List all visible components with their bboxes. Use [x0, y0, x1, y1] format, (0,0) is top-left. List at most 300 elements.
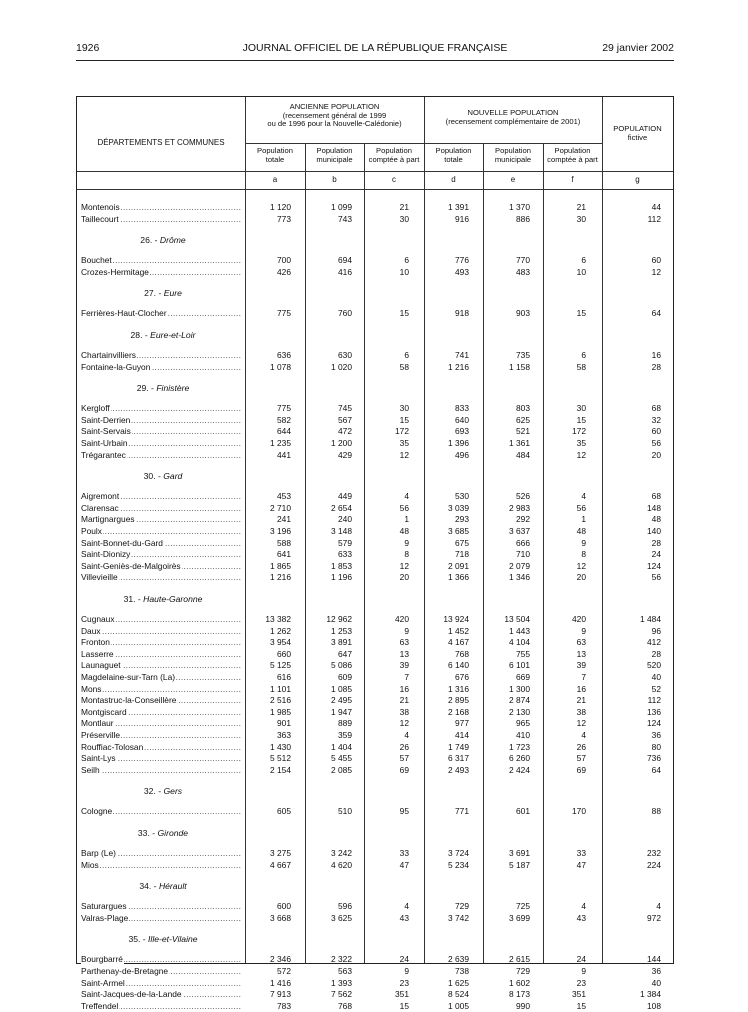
table-row	[77, 978, 675, 989]
cell-a: 453	[277, 491, 291, 502]
col-letter-d: d	[451, 175, 456, 184]
cell-d: 1 316	[448, 683, 469, 694]
commune-name	[81, 765, 241, 776]
cell-f: 351	[572, 989, 586, 1000]
cell-b: 429	[338, 449, 352, 460]
cell-a: 3 668	[270, 912, 291, 923]
cell-e: 1 443	[509, 625, 530, 636]
cell-g: 148	[647, 502, 661, 513]
cell-e: 965	[516, 718, 530, 729]
cell-b: 647	[338, 648, 352, 659]
cell-e: 2 079	[509, 560, 530, 571]
cell-a: 641	[277, 549, 291, 560]
commune-label: Montgiscard	[81, 706, 127, 717]
department-heading	[77, 593, 249, 605]
commune-name	[81, 989, 241, 1000]
cell-d: 776	[455, 255, 469, 266]
cell-c: 21	[399, 695, 409, 706]
commune-name	[81, 503, 241, 514]
cell-a: 3 275	[270, 848, 291, 858]
table-row	[77, 362, 675, 373]
commune-name	[81, 660, 241, 671]
table-row	[77, 415, 675, 426]
commune-name	[81, 549, 241, 560]
cell-f: 6	[581, 350, 586, 360]
cell-b: 743	[338, 213, 352, 224]
cell-f: 12	[576, 449, 586, 460]
commune-label: Cugnaux	[81, 614, 115, 624]
table-row	[77, 614, 675, 625]
commune-label: Clarensac	[81, 502, 119, 513]
commune-label: Saturargues	[81, 901, 127, 912]
cell-g: 40	[651, 977, 661, 988]
commune-name	[81, 614, 241, 625]
cell-b: 2 322	[331, 954, 352, 965]
cell-e: 5 187	[509, 859, 530, 870]
cell-g: 4	[656, 901, 661, 912]
cell-c: 6	[404, 255, 409, 266]
commune-label: Saint-Servais	[81, 426, 131, 437]
journal-title: JOURNAL OFFICIEL DE LA RÉPUBLIQUE FRANÇAISE	[242, 42, 508, 54]
table-row	[77, 660, 675, 671]
commune-label: Crozes-Hermitage	[81, 266, 149, 277]
commune-name	[81, 403, 241, 414]
cell-g: 224	[647, 859, 661, 870]
commune-label: Villevieille	[81, 572, 118, 583]
department-name: Eure	[163, 288, 182, 299]
cell-d: 1 005	[448, 1000, 469, 1011]
cell-d: 8 524	[448, 989, 469, 1000]
cell-a: 1 216	[270, 572, 291, 583]
cell-a: 636	[277, 350, 291, 360]
cell-e: 1 370	[509, 202, 530, 212]
cell-f: 7	[581, 672, 586, 682]
cell-e: 625	[516, 414, 530, 425]
publication-date: 29 janvier 2002	[602, 42, 674, 54]
cell-f: 15	[576, 1000, 586, 1011]
cell-e: 903	[516, 308, 530, 319]
cell-d: 1 366	[448, 572, 469, 583]
cell-e: 1 361	[509, 438, 530, 448]
table-row	[77, 450, 675, 461]
cell-b: 1 253	[331, 625, 352, 636]
commune-label: Taillecourt	[81, 213, 119, 224]
cell-c: 69	[399, 764, 409, 775]
cell-d: 693	[455, 426, 469, 437]
cell-d: 493	[455, 266, 469, 277]
cell-c: 47	[399, 859, 409, 870]
commune-label: Chartainvilliers	[81, 350, 136, 360]
commune-label: Magdelaine-sur-Tarn (La)	[81, 672, 176, 682]
commune-name	[81, 649, 241, 660]
table-row	[77, 954, 675, 965]
cell-e: 710	[516, 549, 530, 560]
department-heading	[77, 880, 249, 892]
cell-d: 2 895	[448, 695, 469, 706]
cell-c: 20	[399, 572, 409, 583]
cell-c: 30	[399, 213, 409, 224]
cell-a: 4 667	[270, 859, 291, 870]
cell-a: 588	[277, 537, 291, 548]
sub-header-municipale: Population municipale	[316, 146, 353, 164]
cell-a: 644	[277, 426, 291, 437]
col-letter-g: g	[635, 175, 640, 184]
cell-b: 694	[338, 255, 352, 266]
commune-name	[81, 730, 241, 741]
cell-f: 69	[576, 764, 586, 775]
table-row	[77, 753, 675, 764]
cell-e: 803	[516, 403, 530, 414]
cell-f: 170	[572, 806, 586, 817]
cell-g: 44	[651, 202, 661, 212]
table-row	[77, 684, 675, 695]
table-row	[77, 438, 675, 449]
cell-c: 15	[399, 414, 409, 425]
commune-label: Saint-Dionizy	[81, 549, 131, 560]
cell-a: 660	[277, 648, 291, 659]
cell-a: 1 235	[270, 438, 291, 448]
table-row	[77, 860, 675, 871]
cell-f: 9	[581, 537, 586, 548]
commune-label: Saint-Bonnet-du-Gard	[81, 537, 163, 548]
cell-b: 416	[338, 266, 352, 277]
cell-c: 39	[399, 660, 409, 671]
cell-g: 28	[651, 361, 661, 372]
commune-label: Montastruc-la-Conseillère	[81, 695, 177, 706]
cell-b: 5 086	[331, 660, 352, 671]
commune-label: Launaguet	[81, 660, 121, 671]
cell-g: 40	[651, 672, 661, 682]
cell-e: 669	[516, 672, 530, 682]
cell-f: 10	[576, 266, 586, 277]
cell-g: 1 384	[640, 989, 661, 1000]
commune-label: Saint-Jacques-de-la-Lande	[81, 989, 182, 1000]
cell-f: 15	[576, 414, 586, 425]
commune-label: Aigremont	[81, 491, 120, 502]
cell-c: 8	[404, 549, 409, 560]
commune-label: Montlaur	[81, 718, 114, 729]
table-row	[77, 626, 675, 637]
cell-f: 26	[576, 741, 586, 752]
table-row	[77, 806, 675, 817]
cell-a: 1 101	[270, 683, 291, 694]
commune-label: Mons	[81, 683, 102, 694]
cell-c: 10	[399, 266, 409, 277]
department-heading	[77, 827, 249, 839]
cell-c: 1	[404, 514, 409, 525]
commune-name	[81, 626, 241, 637]
cell-c: 7	[404, 672, 409, 682]
commune-label: Daux	[81, 625, 101, 636]
cell-f: 6	[581, 255, 586, 266]
commune-name	[81, 684, 241, 695]
cell-b: 768	[338, 1000, 352, 1011]
cell-f: 30	[576, 213, 586, 224]
table-row	[77, 765, 675, 776]
table-row	[77, 526, 675, 537]
cell-e: 1 158	[509, 361, 530, 372]
table-row	[77, 255, 675, 266]
cell-b: 3 148	[331, 526, 352, 536]
cell-g: 972	[647, 912, 661, 923]
commune-label: Kergloff	[81, 403, 110, 414]
cell-d: 6 140	[448, 660, 469, 671]
page-number: 1926	[76, 42, 100, 54]
cell-e: 2 130	[509, 706, 530, 717]
table-row	[77, 989, 675, 1000]
cell-d: 13 924	[443, 614, 469, 624]
cell-d: 729	[455, 901, 469, 912]
department-number: 35. -	[128, 934, 149, 945]
group-header-ancienne: ANCIENNE POPULATION (recensement général de 1999 ou de 1996 pour la Nouvelle-Calédonie)	[267, 102, 402, 128]
cell-g: 68	[651, 403, 661, 414]
cell-g: 28	[651, 648, 661, 659]
cell-f: 39	[576, 660, 586, 671]
cell-f: 23	[576, 977, 586, 988]
cell-c: 38	[399, 706, 409, 717]
commune-name	[81, 202, 241, 213]
cell-e: 3 699	[509, 912, 530, 923]
department-name: Gironde	[157, 828, 189, 838]
cell-d: 1 391	[448, 202, 469, 212]
cell-f: 12	[576, 718, 586, 729]
cell-g: 112	[647, 695, 661, 706]
department-name: Haute-Garonne	[143, 594, 203, 604]
cell-d: 676	[455, 672, 469, 682]
cell-a: 363	[277, 730, 291, 740]
cell-g: 24	[651, 549, 661, 560]
cell-g: 36	[651, 966, 661, 976]
table-row	[77, 649, 675, 660]
cell-g: 12	[651, 266, 661, 277]
cell-a: 7 913	[270, 989, 291, 1000]
cell-a: 5 125	[270, 660, 291, 671]
commune-name	[81, 1001, 241, 1012]
cell-c: 12	[399, 449, 409, 460]
commune-label: Saint-Derrien	[81, 414, 131, 425]
sub-header-part: Population comptée à part	[368, 146, 420, 164]
cell-f: 1	[581, 514, 586, 525]
sub-header-totale: Population totale	[257, 146, 293, 164]
cell-b: 563	[338, 966, 352, 976]
cell-d: 918	[455, 308, 469, 319]
cell-g: 60	[651, 426, 661, 437]
cell-b: 2 495	[331, 695, 352, 706]
cell-f: 4	[581, 491, 586, 502]
cell-c: 4	[404, 901, 409, 912]
col-header-fictive: POPULATION fictive	[613, 124, 662, 142]
commune-label: Martignargues	[81, 514, 135, 525]
cell-b: 889	[338, 718, 352, 729]
cell-e: 1 300	[509, 683, 530, 694]
cell-b: 1 200	[331, 438, 352, 448]
cell-c: 33	[399, 848, 409, 858]
cell-b: 3 625	[331, 912, 352, 923]
cell-e: 1 723	[509, 741, 530, 752]
table-row	[77, 514, 675, 525]
cell-d: 977	[455, 718, 469, 729]
table-body	[77, 97, 675, 1011]
commune-label: Fontaine-la-Guyon	[81, 361, 151, 372]
cell-f: 24	[576, 954, 586, 965]
population-table	[76, 96, 674, 1011]
table-row	[77, 202, 675, 213]
department-name: Gers	[163, 786, 183, 797]
cell-c: 16	[399, 683, 409, 694]
department-heading	[77, 382, 249, 394]
cell-d: 4 167	[448, 637, 469, 648]
commune-label: Lasserre	[81, 648, 114, 659]
cell-a: 773	[277, 213, 291, 224]
cell-d: 530	[455, 491, 469, 502]
commune-name	[81, 637, 241, 648]
department-heading	[77, 933, 249, 945]
department-heading	[77, 287, 249, 299]
commune-name	[81, 848, 241, 859]
commune-name	[81, 978, 241, 989]
commune-name	[81, 426, 241, 437]
cell-d: 1 396	[448, 438, 469, 448]
col-header-communes: DÉPARTEMENTS ET COMMUNES	[97, 138, 225, 147]
cell-f: 57	[576, 753, 586, 764]
cell-g: 64	[651, 764, 661, 775]
cell-b: 579	[338, 537, 352, 548]
cell-c: 9	[404, 625, 409, 636]
table-row	[77, 637, 675, 648]
cell-c: 4	[404, 491, 409, 502]
cell-c: 21	[399, 202, 409, 212]
cell-f: 47	[576, 859, 586, 870]
cell-e: 886	[516, 213, 530, 224]
cell-c: 9	[404, 537, 409, 548]
cell-c: 12	[399, 560, 409, 571]
cell-b: 596	[338, 901, 352, 912]
department-number: 27. -	[144, 288, 164, 299]
cell-b: 1 085	[331, 683, 352, 694]
cell-a: 2 710	[270, 502, 291, 513]
cell-a: 1 262	[270, 625, 291, 636]
cell-d: 2 493	[448, 764, 469, 775]
cell-a: 775	[277, 403, 291, 414]
cell-d: 640	[455, 414, 469, 425]
cell-d: 5 234	[448, 859, 469, 870]
cell-b: 633	[338, 549, 352, 560]
department-number: 30. -	[143, 471, 164, 482]
cell-c: 48	[399, 526, 409, 536]
commune-name	[81, 753, 241, 764]
department-name: Drôme	[159, 235, 186, 246]
cell-c: 35	[399, 438, 409, 448]
department-number: 28. -	[130, 330, 151, 340]
cell-g: 56	[651, 572, 661, 583]
cell-a: 441	[277, 449, 291, 460]
commune-name	[81, 438, 241, 449]
cell-a: 5 512	[270, 753, 291, 764]
cell-g: 64	[651, 308, 661, 319]
cell-d: 675	[455, 537, 469, 548]
cell-d: 1 749	[448, 741, 469, 752]
cell-c: 43	[399, 912, 409, 923]
cell-d: 768	[455, 648, 469, 659]
commune-label: Préserville	[81, 730, 121, 740]
cell-c: 95	[399, 806, 409, 817]
cell-g: 52	[651, 683, 661, 694]
cell-a: 3 196	[270, 526, 291, 536]
cell-e: 483	[516, 266, 530, 277]
table-row	[77, 267, 675, 278]
cell-a: 1 430	[270, 741, 291, 752]
sub-header-part-new: Population comptée à part	[547, 146, 598, 164]
cell-e: 2 424	[509, 764, 530, 775]
table-row	[77, 426, 675, 437]
commune-name	[81, 362, 241, 373]
table-row	[77, 913, 675, 924]
table-row	[77, 308, 675, 319]
cell-d: 496	[455, 449, 469, 460]
cell-b: 449	[338, 491, 352, 502]
table-row	[77, 491, 675, 502]
cell-d: 718	[455, 549, 469, 560]
cell-a: 2 154	[270, 764, 291, 775]
table-row	[77, 561, 675, 572]
table-row	[77, 214, 675, 225]
cell-a: 582	[277, 414, 291, 425]
cell-d: 2 168	[448, 706, 469, 717]
commune-label: Seilh	[81, 764, 100, 775]
cell-a: 901	[277, 718, 291, 729]
cell-f: 9	[581, 625, 586, 636]
cell-f: 21	[576, 695, 586, 706]
cell-g: 144	[647, 954, 661, 965]
department-name: Finistère	[156, 383, 190, 394]
commune-label: Fronton	[81, 637, 110, 648]
cell-d: 741	[455, 350, 469, 360]
cell-a: 1 416	[270, 977, 291, 988]
commune-name	[81, 901, 241, 912]
cell-c: 4	[404, 730, 409, 740]
cell-d: 1 452	[448, 625, 469, 636]
cell-f: 56	[576, 502, 586, 513]
cell-a: 1 078	[270, 361, 291, 372]
cell-a: 2 516	[270, 695, 291, 706]
department-heading	[77, 785, 249, 797]
group-header-nouvelle: NOUVELLE POPULATION (recensement complémentaire de 2001)	[445, 108, 581, 126]
cell-g: 136	[647, 706, 661, 717]
table-row	[77, 848, 675, 859]
cell-d: 3 039	[448, 502, 469, 513]
header-rule	[76, 60, 674, 61]
commune-label: Barp (Le)	[81, 848, 116, 858]
cell-a: 605	[277, 806, 291, 817]
cell-f: 43	[576, 912, 586, 923]
cell-d: 738	[455, 966, 469, 976]
sub-header-municipale-new: Population municipale	[494, 146, 532, 164]
cell-g: 140	[647, 526, 661, 536]
cell-g: 112	[647, 213, 661, 224]
col-letter-b: b	[332, 175, 337, 184]
cell-g: 80	[651, 741, 661, 752]
cell-e: 725	[516, 901, 530, 912]
commune-name	[81, 561, 241, 572]
cell-c: 57	[399, 753, 409, 764]
cell-d: 3 685	[448, 526, 469, 536]
cell-c: 6	[404, 350, 409, 360]
cell-g: 520	[647, 660, 661, 671]
cell-b: 567	[338, 414, 352, 425]
commune-label: Valras-Plage	[81, 912, 129, 923]
table-row	[77, 718, 675, 729]
commune-name	[81, 415, 241, 426]
